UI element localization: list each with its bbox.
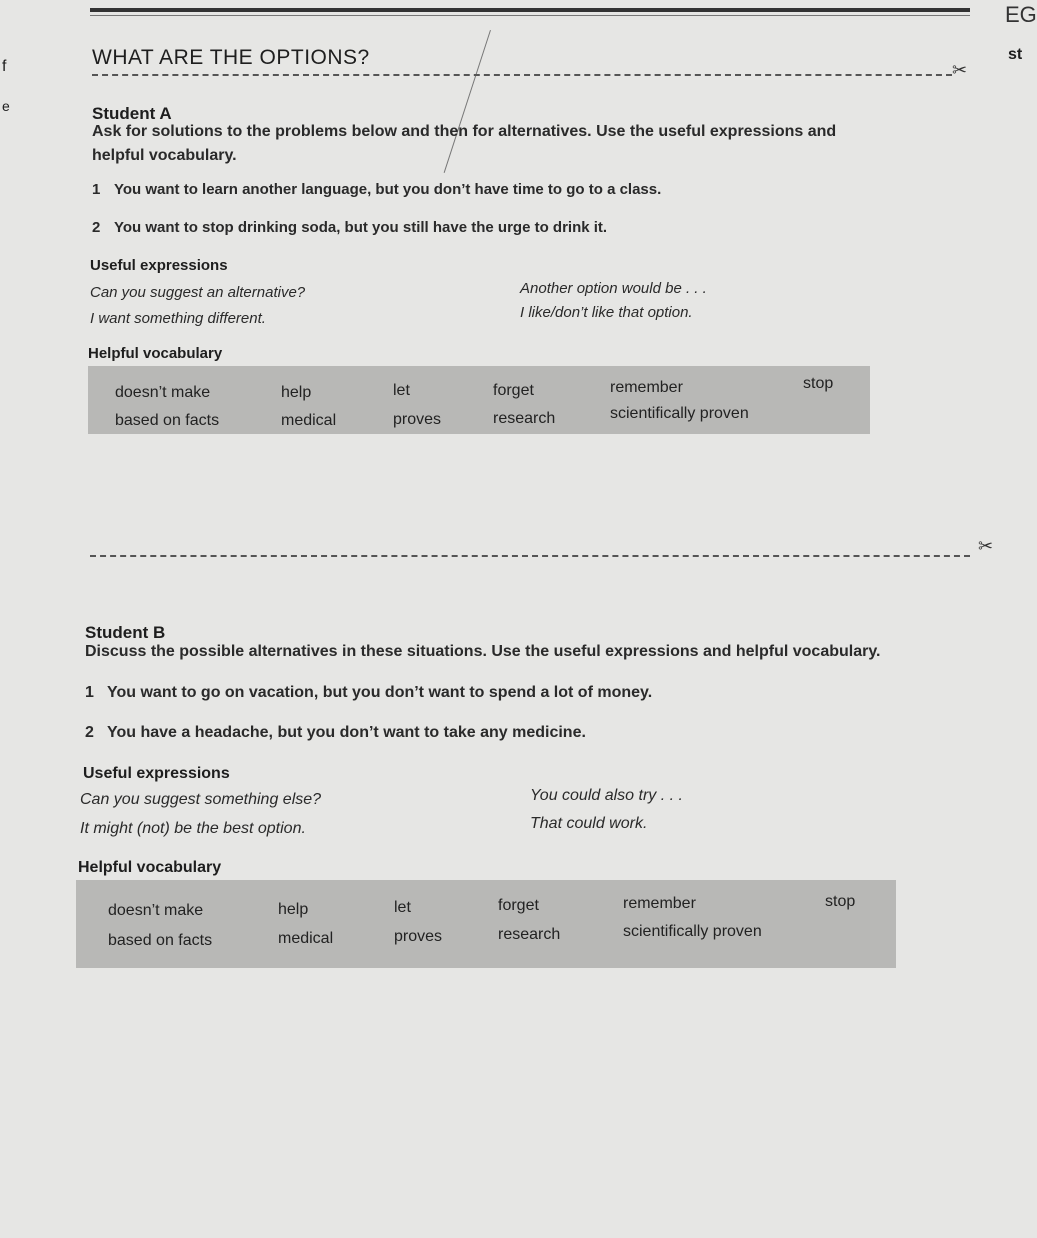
expression: I want something different. [90, 310, 266, 327]
cut-line [90, 555, 970, 557]
vocab-word: stop [825, 893, 856, 910]
item-number: 2 [85, 724, 94, 741]
student-a-instruction: Ask for solutions to the problems below and then for alternatives. Use the useful expressions and helpful vocabulary. [92, 123, 837, 164]
vocab-word: let [394, 899, 411, 916]
student-a-vocab-box [88, 366, 870, 434]
scissors-icon: ✂ [952, 60, 968, 80]
expression: Another option would be . . . [520, 280, 707, 297]
expression: Can you suggest something else? [80, 791, 322, 808]
expression: You could also try . . . [530, 787, 683, 804]
vocab-word: medical [281, 412, 337, 429]
vocab-word: doesn’t make [115, 384, 211, 401]
student-b-vocab-box [76, 880, 896, 968]
student-b-instruction: Discuss the possible alternatives in these situations. Use the useful expressions and helpful vocabulary. [85, 643, 881, 660]
vocab-word: proves [393, 411, 442, 428]
student-a-useful-heading: Useful expressions [90, 257, 228, 274]
expression: I like/don’t like that option. [520, 304, 693, 321]
margin-text-f: f [2, 58, 7, 75]
student-b-useful-heading: Useful expressions [83, 765, 230, 782]
vocab-word: based on facts [108, 932, 213, 949]
vocab-word: stop [803, 375, 834, 392]
scissors-icon: ✂ [978, 536, 994, 556]
expression: Can you suggest an alternative? [90, 284, 306, 301]
student-a-item-2 [92, 219, 607, 236]
top-rule [90, 8, 970, 12]
item-number: 1 [92, 181, 101, 198]
vocab-word: scientifically proven [610, 405, 749, 422]
vocab-word: forget [498, 897, 539, 914]
cut-line [92, 74, 952, 76]
student-b-vocab-heading: Helpful vocabulary [78, 859, 222, 876]
student-b-heading: Student B [85, 623, 166, 642]
vocab-word: help [281, 384, 312, 401]
margin-text-e: e [2, 98, 10, 114]
vocab-word: forget [493, 382, 534, 399]
student-b-item-1 [85, 684, 652, 702]
item-text: You want to go on vacation, but you don’t want to spend a lot of money. [107, 684, 653, 701]
vocab-word: based on facts [115, 412, 220, 429]
vocab-word: medical [278, 930, 334, 947]
margin-text-st: st [1008, 46, 1023, 63]
item-number: 2 [92, 219, 101, 236]
student-a-vocab-heading: Helpful vocabulary [88, 345, 223, 362]
expression: That could work. [530, 815, 648, 832]
item-number: 1 [85, 684, 94, 701]
vocab-word: help [278, 901, 309, 918]
vocab-word: scientifically proven [623, 923, 762, 940]
vocab-word: doesn’t make [108, 902, 204, 919]
vocab-word: let [393, 382, 410, 399]
item-text: You have a headache, but you don’t want to take any medicine. [107, 724, 586, 741]
vocab-word: remember [610, 379, 683, 396]
item-text: You want to learn another language, but you don’t have time to go to a class. [114, 181, 662, 198]
expression: It might (not) be the best option. [80, 820, 306, 837]
vocab-word: research [498, 926, 561, 943]
margin-text-eg: EG [1005, 2, 1037, 27]
student-b-item-2 [85, 724, 586, 742]
page-title: WHAT ARE THE OPTIONS? [92, 46, 370, 69]
student-a-heading: Student A [92, 104, 172, 123]
vocab-word: proves [394, 928, 443, 945]
top-thin-rule [90, 15, 970, 16]
student-a-item-1 [92, 181, 661, 198]
item-text: You want to stop drinking soda, but you still have the urge to drink it. [114, 219, 608, 236]
vocab-word: research [493, 410, 556, 427]
vocab-word: remember [623, 895, 696, 912]
